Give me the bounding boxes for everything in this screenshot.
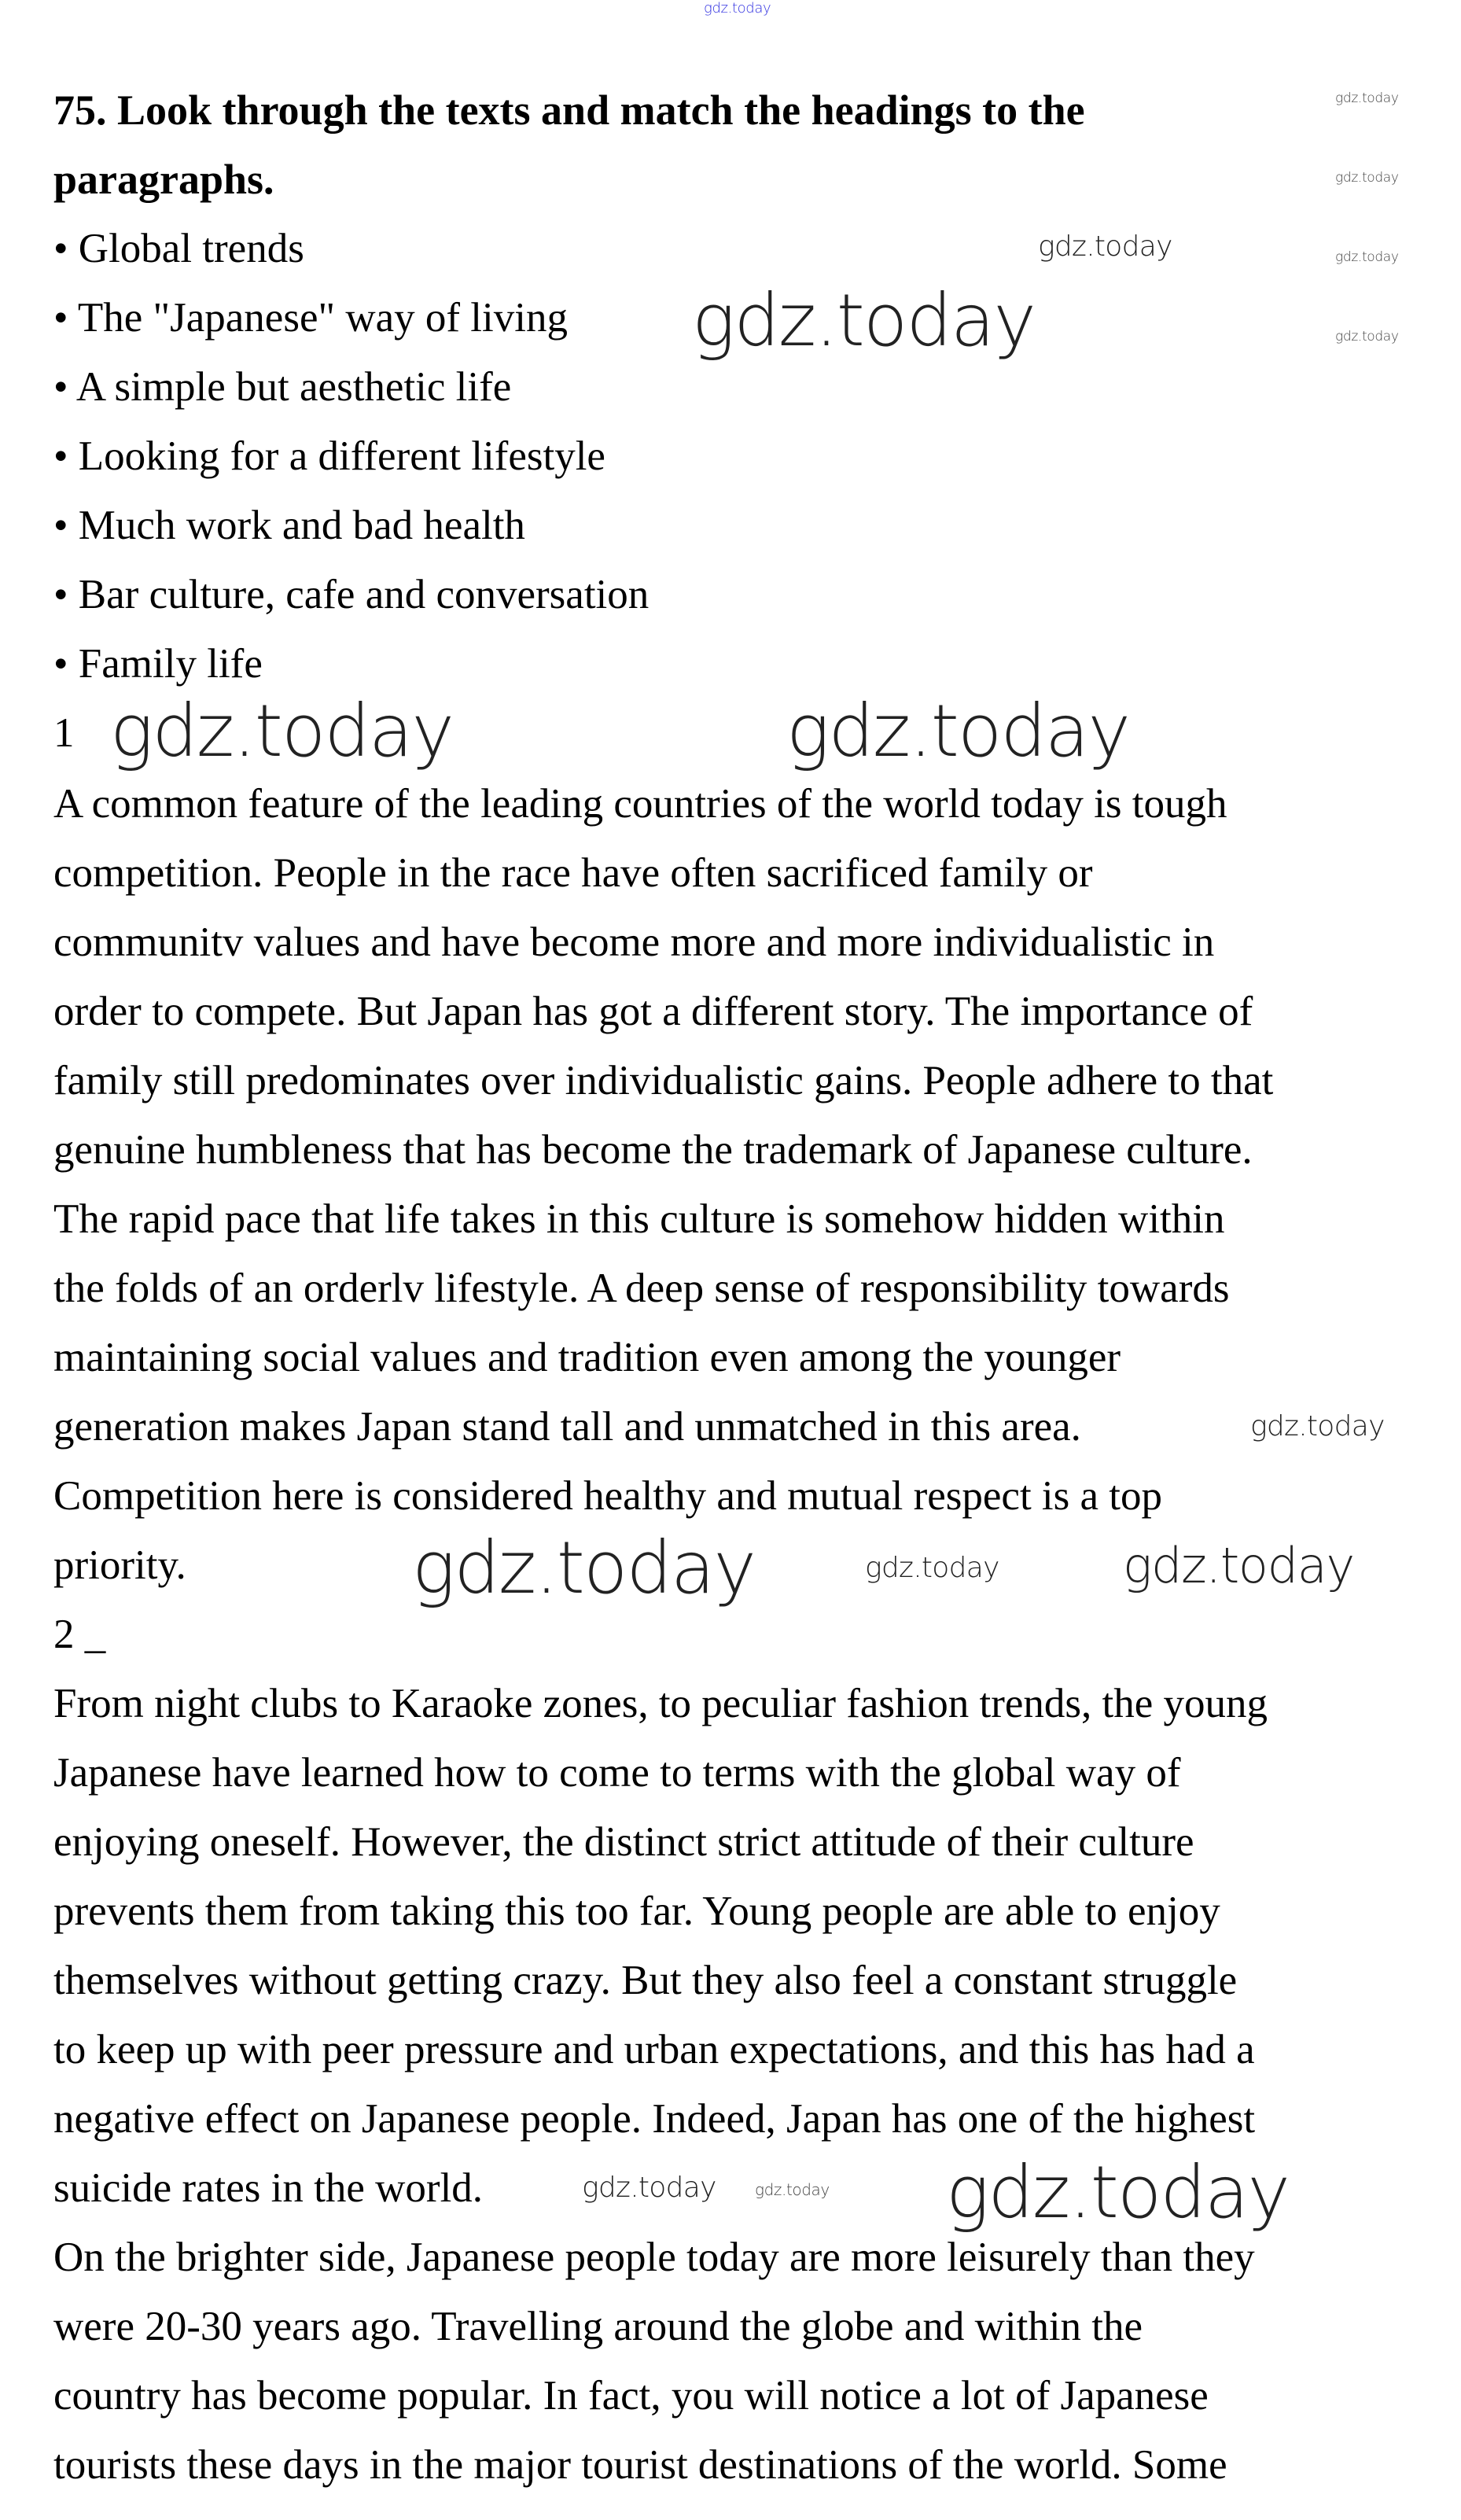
paragraph-line: genuine humbleness that has become the trademark of Japanese culture. xyxy=(53,1127,1253,1173)
paragraph-line: priority. xyxy=(53,1542,186,1588)
heading-option: • Much work and bad health xyxy=(53,503,525,548)
watermark: gdz.today xyxy=(582,2172,716,2204)
watermark: gdz.today xyxy=(865,1552,999,1584)
exercise-title-cont: paragraphs. xyxy=(53,156,274,203)
paragraph-line: generation makes Japan stand tall and unmatched in this area. xyxy=(53,1404,1081,1450)
watermark: gdz.today xyxy=(1335,90,1399,106)
paragraph-line: communitv values and have become more and more individualistic in xyxy=(53,919,1215,965)
paragraph-line: enjoying oneself. However, the distinct strict attitude of their culture xyxy=(53,1819,1194,1865)
watermark: gdz.today xyxy=(692,278,1036,363)
watermark: gdz.today xyxy=(755,2180,830,2199)
watermark: gdz.today xyxy=(1335,170,1399,186)
heading-option: • Family life xyxy=(53,641,263,687)
section-number: 1 xyxy=(53,710,75,756)
heading-option: • Looking for a different lifestyle xyxy=(53,433,605,479)
watermark: gdz.today xyxy=(412,1526,756,1610)
watermark: gdz.today xyxy=(946,2150,1290,2234)
watermark: gdz.today xyxy=(110,689,454,773)
watermark: gdz.today xyxy=(786,689,1130,773)
heading-option: • Bar culture, cafe and conversation xyxy=(53,572,650,617)
watermark: gdz.today xyxy=(1335,249,1399,265)
section-number: 2 _ xyxy=(53,1612,106,1657)
heading-option: • A simple but aesthetic life xyxy=(53,364,512,410)
paragraph-line: Competition here is considered healthy and mutual respect is a top xyxy=(53,1473,1163,1519)
paragraph-line: From night clubs to Karaoke zones, to peculiar fashion trends, the young xyxy=(53,1681,1268,1726)
heading-option: • The "Japanese" way of living xyxy=(53,295,568,341)
paragraph-line: suicide rates in the world. xyxy=(53,2165,484,2211)
paragraph-line: competition. People in the race have often sacrificed family or xyxy=(53,850,1093,896)
watermark: gdz.today xyxy=(1335,329,1399,344)
paragraph-line: the folds of an orderlv lifestyle. A deep sense of responsibility towards xyxy=(53,1266,1230,1311)
paragraph-line: maintaining social values and tradition even among the younger xyxy=(53,1335,1121,1380)
watermark: gdz.today xyxy=(1123,1537,1354,1594)
paragraph-line: tourists these days in the major tourist destinations of the world. Some xyxy=(53,2442,1227,2488)
paragraph-line: to keep up with peer pressure and urban expectations, and this has had a xyxy=(53,2027,1255,2072)
exercise-document xyxy=(53,76,1430,2500)
exercise-title: 75. Look through the texts and match the headings to the xyxy=(53,87,1085,134)
heading-option: • Global trends xyxy=(53,226,304,271)
paragraph-line: themselves without getting crazy. But they also feel a constant struggle xyxy=(53,1958,1238,2003)
paragraph-line: country has become popular. In fact, you will notice a lot of Japanese xyxy=(53,2373,1209,2419)
paragraph-line: were 20-30 years ago. Travelling around the globe and within the xyxy=(53,2304,1143,2349)
paragraph-line: order to compete. But Japan has got a different story. The importance of xyxy=(53,989,1253,1034)
watermark: gdz.today xyxy=(1250,1410,1385,1442)
paragraph-line: family still predominates over individualistic gains. People adhere to that xyxy=(53,1058,1274,1103)
watermark: gdz.today xyxy=(704,0,771,17)
paragraph-line: prevents them from taking this too far. Young people are able to enjoy xyxy=(53,1888,1220,1934)
paragraph-line: A common feature of the leading countries of the world today is tough xyxy=(53,781,1227,827)
paragraph-line: negative effect on Japanese people. Indeed, Japan has one of the highest xyxy=(53,2096,1256,2142)
watermark: gdz.today xyxy=(1038,230,1172,263)
paragraph-line: On the brighter side, Japanese people today are more leisurely than they xyxy=(53,2234,1255,2280)
paragraph-line: Japanese have learned how to come to terms with the global way of xyxy=(53,1750,1181,1796)
paragraph-line: The rapid pace that life takes in this culture is somehow hidden within xyxy=(53,1196,1225,1242)
